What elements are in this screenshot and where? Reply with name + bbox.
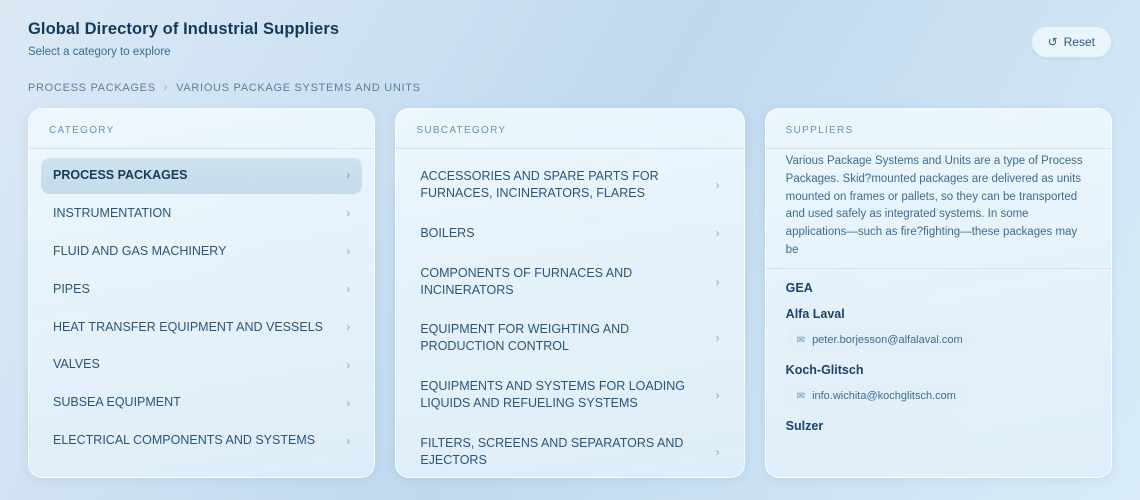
breadcrumb-separator-icon: › [163,82,169,94]
category-panel [28,108,375,478]
suppliers-description: Various Package Systems and Units are a type of Process Packages. Skid?mounted packages are delivered as units mounted on frames or pallets, so they can be transported and used safely as integrated systems. In some applications—such as fire?fighting—these packages may be [766,149,1111,269]
supplier-name: GEA [785,281,813,295]
chevron-right-icon: › [715,331,720,346]
supplier-item-alfa-laval[interactable] [786,307,1091,351]
category-item-label: PROCESS PACKAGES [53,168,188,182]
category-item-fluid-and-gas-machinery[interactable] [41,233,362,270]
category-item-subsea-equipment[interactable] [41,384,362,421]
chevron-right-icon: › [715,177,720,192]
chevron-right-icon: › [715,388,720,402]
category-item-heat-transfer-equipment-and-vessels[interactable] [41,309,362,346]
category-item-label: VALVES [53,357,100,372]
page-subtitle: Select a category to explore [28,46,171,58]
supplier-email: info.wichita@kochglitsch.com [812,390,956,402]
chevron-right-icon: › [346,244,351,259]
chevron-right-icon: › [346,206,351,221]
category-item-electrical-components-and-systems[interactable] [41,422,362,459]
chevron-right-icon: › [346,282,351,297]
subcategory-item-boilers[interactable] [408,214,731,253]
subcategory-item-label: ACCESSORIES AND SPARE PARTS FOR FURNACES, INCINERATORS, FLARES [420,169,659,200]
suppliers-list [766,269,1111,433]
category-item-label: PIPES [53,281,90,296]
subcategory-item-equipments-and-systems-for-loading-liquids[interactable] [408,367,731,423]
subcategory-item-label: FILTERS, SCREENS AND SEPARATORS AND EJECTORS [420,435,684,467]
supplier-name: Koch-Glitsch [785,363,864,377]
subcategory-item-filters-screens-and-separators-and-ejectors[interactable] [408,424,731,478]
supplier-name: Sulzer [785,419,824,433]
category-panel-header: CATEGORY [29,109,374,149]
supplier-item-sulzer[interactable] [786,419,1091,433]
supplier-item-koch-glitsch[interactable] [786,363,1091,407]
category-item-label: INSTRUMENTATION [53,205,172,220]
envelope-icon: ✉ [796,390,806,402]
subcategory-item-components-of-furnaces-and-incinerators[interactable] [408,254,731,310]
page-title: Global Directory of Industrial Suppliers [28,20,340,38]
chevron-right-icon: › [715,226,720,241]
category-item-label: SUBSEA EQUIPMENT [53,395,181,410]
subcategory-panel-header: SUBCATEGORY [396,109,743,149]
reset-label: Reset [1063,35,1095,49]
chevron-right-icon: › [346,433,351,448]
suppliers-panel-header: SUPPLIERS [766,109,1111,149]
subcategory-item-label: COMPONENTS OF FURNACES AND INCINERATORS [420,265,633,297]
supplier-item-gea[interactable] [786,281,1091,295]
category-item-pipes[interactable] [41,271,362,308]
subcategory-item-label: EQUIPMENTS AND SYSTEMS FOR LOADING LIQUIDS AND REFUELING SYSTEMS [420,379,685,410]
supplier-email-chip[interactable] [786,385,967,407]
suppliers-panel [765,108,1112,478]
chevron-right-icon: › [715,444,720,459]
category-item-valves[interactable] [41,346,362,383]
subcategory-item-accessories-and-spare-parts[interactable] [408,157,731,213]
category-item-instrumentation[interactable] [41,195,362,232]
category-item-label: ELECTRICAL COMPONENTS AND SYSTEMS [53,433,316,448]
subcategory-item-equipment-for-weighting-and-production-control[interactable] [408,310,731,366]
reset-button[interactable] [1031,26,1112,58]
chevron-right-icon: › [346,168,351,183]
category-list [29,149,374,467]
subcategory-list [396,149,743,478]
chevron-right-icon: › [346,319,351,334]
breadcrumb-item-1[interactable]: VARIOUS PACKAGE SYSTEMS AND UNITS [176,82,421,94]
chevron-right-icon: › [346,357,351,372]
subcategory-panel [395,108,744,478]
refresh-icon: ↺ [1047,35,1058,49]
columns-container [28,108,1112,478]
breadcrumb [28,82,1112,94]
category-item-label: HEAT TRANSFER EQUIPMENT AND VESSELS [53,319,323,334]
subcategory-item-label: BOILERS [420,225,475,240]
subcategory-item-label: EQUIPMENT FOR WEIGHTING AND PRODUCTION CONTROL [420,322,630,354]
category-item-process-packages[interactable] [41,157,362,194]
supplier-name: Alfa Laval [785,307,845,321]
supplier-email: peter.borjesson@alfalaval.com [812,334,963,346]
breadcrumb-item-0[interactable]: PROCESS PACKAGES [28,82,156,94]
chevron-right-icon: › [715,274,720,289]
envelope-icon: ✉ [796,334,806,346]
chevron-right-icon: › [346,395,351,410]
category-item-label: FLUID AND GAS MACHINERY [53,243,227,258]
supplier-email-chip[interactable] [786,329,974,351]
